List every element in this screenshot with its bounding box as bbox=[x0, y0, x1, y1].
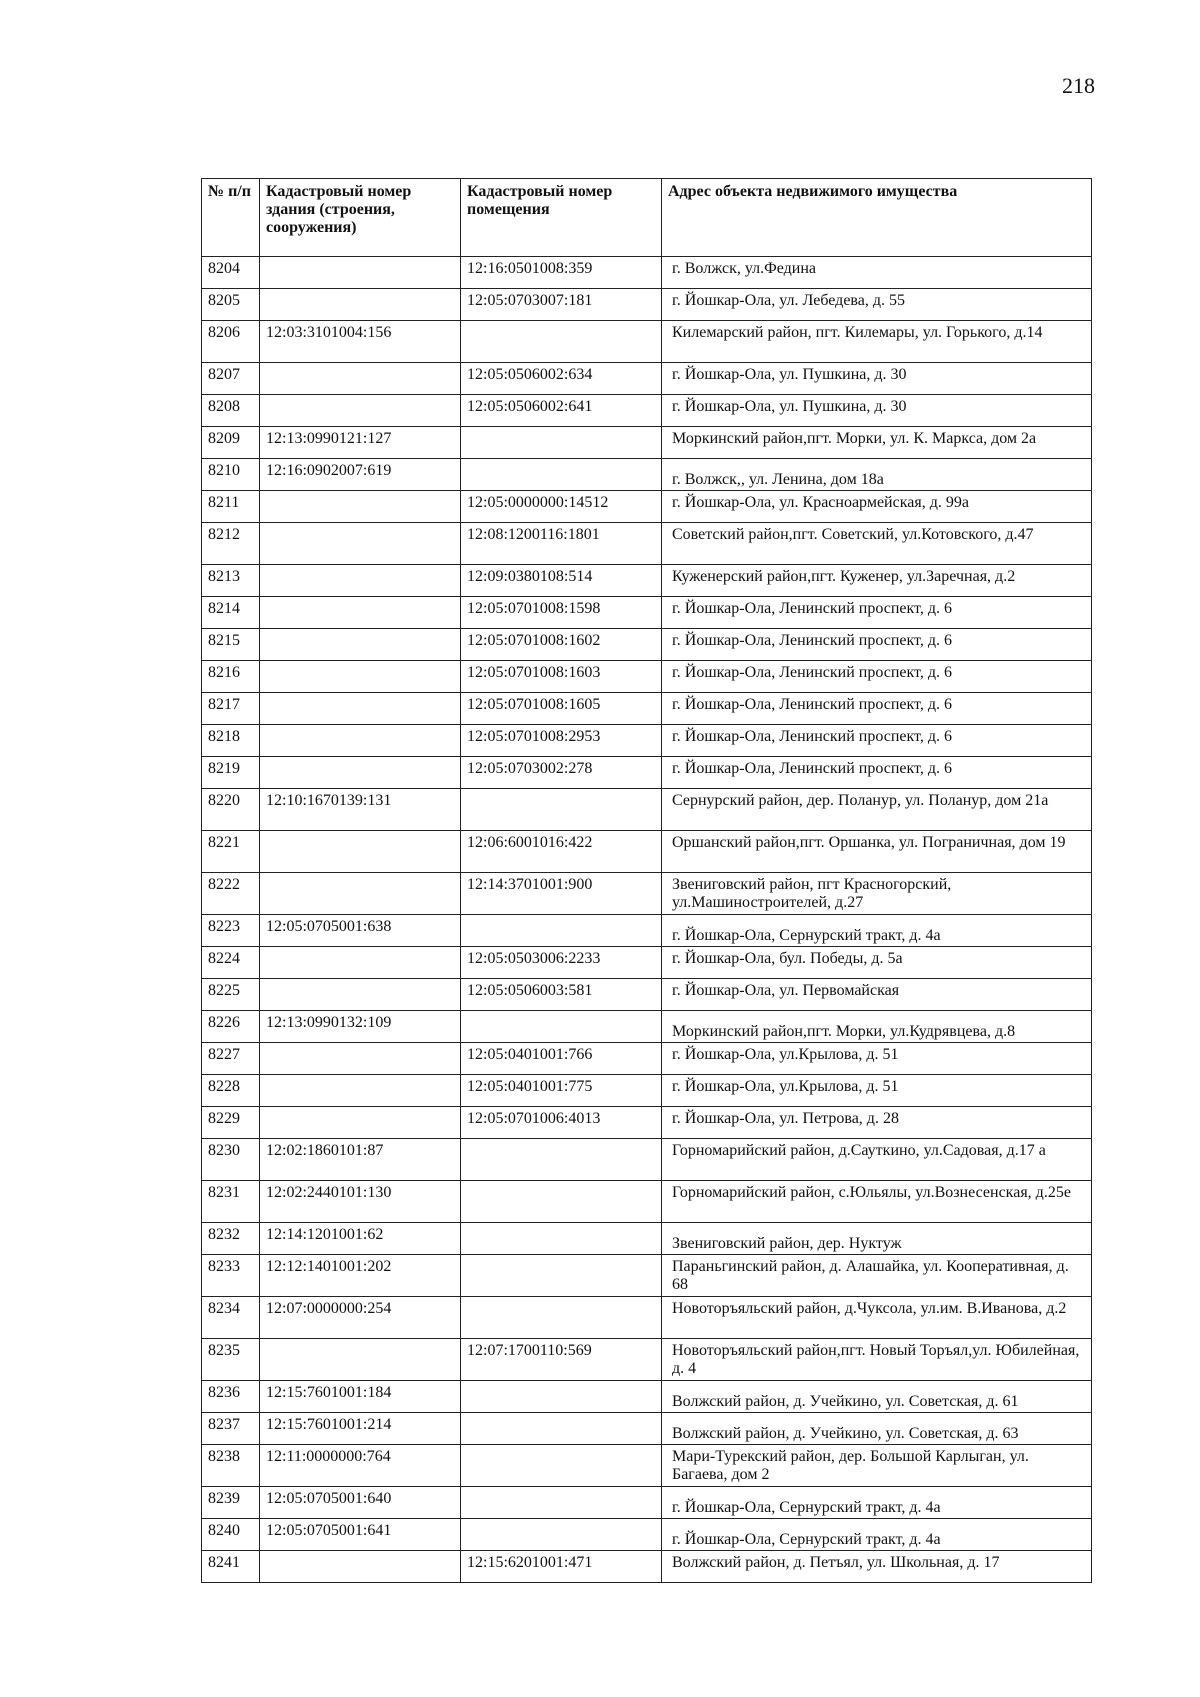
address-cell: Оршанский район,пгт. Оршанка, ул. Пограничная, дом 19 bbox=[662, 831, 1092, 873]
premises-cadastral-cell: 12:05:0506002:634 bbox=[461, 363, 662, 395]
address-cell: Мари-Турекский район, дер. Большой Карлыган, ул. Багаева, дом 2 bbox=[662, 1445, 1092, 1487]
row-num-cell: 8204 bbox=[202, 257, 260, 289]
table-row bbox=[202, 979, 1092, 1011]
premises-cadastral-cell bbox=[461, 427, 662, 459]
row-num-cell: 8236 bbox=[202, 1381, 260, 1413]
address-cell: Горномарийский район, д.Сауткино, ул.Садовая, д.17 а bbox=[662, 1139, 1092, 1181]
table-row bbox=[202, 757, 1092, 789]
table-row bbox=[202, 1011, 1092, 1043]
table-row bbox=[202, 661, 1092, 693]
table-row bbox=[202, 257, 1092, 289]
address-cell: г. Йошкар-Ола, Ленинский проспект, д. 6 bbox=[662, 757, 1092, 789]
row-num-cell: 8235 bbox=[202, 1339, 260, 1381]
row-num-cell: 8231 bbox=[202, 1181, 260, 1223]
table-row bbox=[202, 565, 1092, 597]
premises-cadastral-cell: 12:05:0401001:775 bbox=[461, 1075, 662, 1107]
address-cell: Советский район,пгт. Советский, ул.Котовского, д.47 bbox=[662, 523, 1092, 565]
row-num-cell: 8241 bbox=[202, 1551, 260, 1583]
row-num-cell: 8212 bbox=[202, 523, 260, 565]
address-cell: г. Йошкар-Ола, ул.Крылова, д. 51 bbox=[662, 1075, 1092, 1107]
premises-cadastral-cell bbox=[461, 459, 662, 491]
building-cadastral-cell bbox=[260, 1075, 461, 1107]
table-row bbox=[202, 597, 1092, 629]
row-num-cell: 8223 bbox=[202, 915, 260, 947]
building-cadastral-cell: 12:15:7601001:184 bbox=[260, 1381, 461, 1413]
building-cadastral-cell bbox=[260, 363, 461, 395]
building-cadastral-cell bbox=[260, 661, 461, 693]
premises-cadastral-cell: 12:05:0401001:766 bbox=[461, 1043, 662, 1075]
building-cadastral-cell bbox=[260, 523, 461, 565]
row-num-cell: 8205 bbox=[202, 289, 260, 321]
building-cadastral-cell: 12:16:0902007:619 bbox=[260, 459, 461, 491]
building-cadastral-cell: 12:15:7601001:214 bbox=[260, 1413, 461, 1445]
building-cadastral-cell bbox=[260, 1551, 461, 1583]
building-cadastral-cell: 12:03:3101004:156 bbox=[260, 321, 461, 363]
address-cell: Килемарский район, пгт. Килемары, ул. Горького, д.14 bbox=[662, 321, 1092, 363]
premises-cadastral-cell: 12:05:0701008:1603 bbox=[461, 661, 662, 693]
building-cadastral-cell bbox=[260, 565, 461, 597]
address-cell: Звениговский район, дер. Нуктуж bbox=[662, 1223, 1092, 1255]
address-cell: Новоторъяльский район,пгт. Новый Торъял,ул. Юбилейная, д. 4 bbox=[662, 1339, 1092, 1381]
address-cell: г. Йошкар-Ола, Сернурский тракт, д. 4а bbox=[662, 915, 1092, 947]
address-cell: г. Волжск, ул.Федина bbox=[662, 257, 1092, 289]
table-row bbox=[202, 915, 1092, 947]
table-row bbox=[202, 459, 1092, 491]
table-row bbox=[202, 395, 1092, 427]
row-num-cell: 8227 bbox=[202, 1043, 260, 1075]
building-cadastral-cell bbox=[260, 597, 461, 629]
building-cadastral-cell bbox=[260, 873, 461, 915]
table-row bbox=[202, 1255, 1092, 1297]
row-num-cell: 8210 bbox=[202, 459, 260, 491]
row-num-cell: 8239 bbox=[202, 1487, 260, 1519]
building-cadastral-cell bbox=[260, 491, 461, 523]
row-num-cell: 8226 bbox=[202, 1011, 260, 1043]
table-row bbox=[202, 629, 1092, 661]
premises-cadastral-cell bbox=[461, 1139, 662, 1181]
table-row bbox=[202, 1181, 1092, 1223]
row-num-cell: 8229 bbox=[202, 1107, 260, 1139]
building-cadastral-cell: 12:05:0705001:641 bbox=[260, 1519, 461, 1551]
table-row bbox=[202, 1413, 1092, 1445]
row-num-cell: 8240 bbox=[202, 1519, 260, 1551]
building-cadastral-cell: 12:10:1670139:131 bbox=[260, 789, 461, 831]
premises-cadastral-cell: 12:16:0501008:359 bbox=[461, 257, 662, 289]
premises-cadastral-cell: 12:05:0506002:641 bbox=[461, 395, 662, 427]
row-num-cell: 8225 bbox=[202, 979, 260, 1011]
premises-cadastral-cell bbox=[461, 1223, 662, 1255]
table-row bbox=[202, 1297, 1092, 1339]
address-cell: г. Йошкар-Ола, Сернурский тракт, д. 4а bbox=[662, 1519, 1092, 1551]
table-row bbox=[202, 1487, 1092, 1519]
table-row bbox=[202, 1381, 1092, 1413]
row-num-cell: 8237 bbox=[202, 1413, 260, 1445]
table-row bbox=[202, 1075, 1092, 1107]
row-num-cell: 8214 bbox=[202, 597, 260, 629]
premises-cadastral-cell bbox=[461, 1381, 662, 1413]
address-cell: Звениговский район, пгт Красногорский, ул.Машиностроителей, д.27 bbox=[662, 873, 1092, 915]
premises-cadastral-cell: 12:05:0701006:4013 bbox=[461, 1107, 662, 1139]
table-row bbox=[202, 1043, 1092, 1075]
premises-cadastral-cell bbox=[461, 1011, 662, 1043]
row-num-cell: 8215 bbox=[202, 629, 260, 661]
table-row bbox=[202, 831, 1092, 873]
address-cell: г. Йошкар-Ола, ул. Петрова, д. 28 bbox=[662, 1107, 1092, 1139]
building-cadastral-cell bbox=[260, 757, 461, 789]
table-body bbox=[202, 257, 1092, 1583]
building-cadastral-cell: 12:02:1860101:87 bbox=[260, 1139, 461, 1181]
building-cadastral-cell bbox=[260, 1339, 461, 1381]
address-cell: Куженерский район,пгт. Куженер, ул.Заречная, д.2 bbox=[662, 565, 1092, 597]
table-header bbox=[202, 179, 1092, 257]
address-cell: Сернурский район, дер. Поланур, ул. Поланур, дом 21а bbox=[662, 789, 1092, 831]
building-cadastral-cell: 12:02:2440101:130 bbox=[260, 1181, 461, 1223]
address-cell: Горномарийский район, с.Юльялы, ул.Вознесенская, д.25е bbox=[662, 1181, 1092, 1223]
row-num-cell: 8224 bbox=[202, 947, 260, 979]
address-cell: г. Йошкар-Ола, Ленинский проспект, д. 6 bbox=[662, 693, 1092, 725]
premises-cadastral-cell: 12:05:0506003:581 bbox=[461, 979, 662, 1011]
premises-cadastral-cell bbox=[461, 1519, 662, 1551]
building-cadastral-cell: 12:13:0990121:127 bbox=[260, 427, 461, 459]
address-cell: Волжский район, д. Учейкино, ул. Советская, д. 63 bbox=[662, 1413, 1092, 1445]
premises-cadastral-cell: 12:05:0503006:2233 bbox=[461, 947, 662, 979]
address-cell: г. Йошкар-Ола, Ленинский проспект, д. 6 bbox=[662, 661, 1092, 693]
address-cell: г. Йошкар-Ола, Ленинский проспект, д. 6 bbox=[662, 725, 1092, 757]
address-cell: Новоторъяльский район, д.Чуксола, ул.им. В.Иванова, д.2 bbox=[662, 1297, 1092, 1339]
address-cell: г. Йошкар-Ола, ул. Пушкина, д. 30 bbox=[662, 363, 1092, 395]
table-row bbox=[202, 789, 1092, 831]
building-cadastral-cell bbox=[260, 629, 461, 661]
table-row bbox=[202, 491, 1092, 523]
row-num-cell: 8208 bbox=[202, 395, 260, 427]
row-num-cell: 8221 bbox=[202, 831, 260, 873]
building-cadastral-cell: 12:05:0705001:640 bbox=[260, 1487, 461, 1519]
address-cell: Моркинский район,пгт. Морки, ул.Кудрявцева, д.8 bbox=[662, 1011, 1092, 1043]
premises-cadastral-cell: 12:05:0701008:1605 bbox=[461, 693, 662, 725]
row-num-cell: 8222 bbox=[202, 873, 260, 915]
building-cadastral-cell: 12:14:1201001:62 bbox=[260, 1223, 461, 1255]
table-row bbox=[202, 1139, 1092, 1181]
premises-cadastral-cell: 12:05:0701008:1602 bbox=[461, 629, 662, 661]
table-row bbox=[202, 725, 1092, 757]
premises-cadastral-cell: 12:05:0703007:181 bbox=[461, 289, 662, 321]
row-num-cell: 8232 bbox=[202, 1223, 260, 1255]
row-num-cell: 8238 bbox=[202, 1445, 260, 1487]
address-cell: Волжский район, д. Учейкино, ул. Советская, д. 61 bbox=[662, 1381, 1092, 1413]
table-row bbox=[202, 1339, 1092, 1381]
table-row bbox=[202, 523, 1092, 565]
row-num-cell: 8211 bbox=[202, 491, 260, 523]
premises-cadastral-cell bbox=[461, 1413, 662, 1445]
table-row bbox=[202, 1445, 1092, 1487]
premises-cadastral-cell bbox=[461, 1445, 662, 1487]
header-premises-cadastral: Кадастровый номер помещения bbox=[461, 179, 662, 257]
premises-cadastral-cell bbox=[461, 1297, 662, 1339]
address-cell: г. Йошкар-Ола, бул. Победы, д. 5а bbox=[662, 947, 1092, 979]
premises-cadastral-cell: 12:05:0703002:278 bbox=[461, 757, 662, 789]
premises-cadastral-cell bbox=[461, 789, 662, 831]
row-num-cell: 8213 bbox=[202, 565, 260, 597]
table-row bbox=[202, 427, 1092, 459]
row-num-cell: 8217 bbox=[202, 693, 260, 725]
address-cell: г. Волжск,, ул. Ленина, дом 18а bbox=[662, 459, 1092, 491]
premises-cadastral-cell bbox=[461, 915, 662, 947]
premises-cadastral-cell bbox=[461, 1181, 662, 1223]
building-cadastral-cell bbox=[260, 1107, 461, 1139]
table-row bbox=[202, 1551, 1092, 1583]
table-row bbox=[202, 1107, 1092, 1139]
building-cadastral-cell: 12:11:0000000:764 bbox=[260, 1445, 461, 1487]
address-cell: Параньгинский район, д. Алашайка, ул. Кооперативная, д. 68 bbox=[662, 1255, 1092, 1297]
address-cell: г. Йошкар-Ола, ул.Крылова, д. 51 bbox=[662, 1043, 1092, 1075]
premises-cadastral-cell: 12:05:0701008:1598 bbox=[461, 597, 662, 629]
table-row bbox=[202, 363, 1092, 395]
building-cadastral-cell bbox=[260, 725, 461, 757]
building-cadastral-cell bbox=[260, 395, 461, 427]
building-cadastral-cell bbox=[260, 289, 461, 321]
building-cadastral-cell bbox=[260, 947, 461, 979]
row-num-cell: 8220 bbox=[202, 789, 260, 831]
building-cadastral-cell: 12:13:0990132:109 bbox=[260, 1011, 461, 1043]
building-cadastral-cell: 12:07:0000000:254 bbox=[260, 1297, 461, 1339]
header-num: № п/п bbox=[202, 179, 260, 257]
address-cell: г. Йошкар-Ола, Сернурский тракт, д. 4а bbox=[662, 1487, 1092, 1519]
building-cadastral-cell bbox=[260, 831, 461, 873]
address-cell: г. Йошкар-Ола, ул. Красноармейская, д. 99а bbox=[662, 491, 1092, 523]
header-address: Адрес объекта недвижимого имущества bbox=[662, 179, 1092, 257]
page-number: 218 bbox=[1062, 73, 1095, 98]
row-num-cell: 8218 bbox=[202, 725, 260, 757]
premises-cadastral-cell: 12:15:6201001:471 bbox=[461, 1551, 662, 1583]
row-num-cell: 8207 bbox=[202, 363, 260, 395]
address-cell: г. Йошкар-Ола, Ленинский проспект, д. 6 bbox=[662, 597, 1092, 629]
address-cell: Волжский район, д. Петъял, ул. Школьная, д. 17 bbox=[662, 1551, 1092, 1583]
row-num-cell: 8228 bbox=[202, 1075, 260, 1107]
table-row bbox=[202, 1223, 1092, 1255]
address-cell: Моркинский район,пгт. Морки, ул. К. Маркса, дом 2а bbox=[662, 427, 1092, 459]
table-row bbox=[202, 947, 1092, 979]
table-row bbox=[202, 1519, 1092, 1551]
premises-cadastral-cell bbox=[461, 1255, 662, 1297]
row-num-cell: 8209 bbox=[202, 427, 260, 459]
row-num-cell: 8216 bbox=[202, 661, 260, 693]
premises-cadastral-cell: 12:07:1700110:569 bbox=[461, 1339, 662, 1381]
building-cadastral-cell bbox=[260, 1043, 461, 1075]
building-cadastral-cell bbox=[260, 257, 461, 289]
address-cell: г. Йошкар-Ола, Ленинский проспект, д. 6 bbox=[662, 629, 1092, 661]
header-building-cadastral: Кадастровый номер здания (строения, сооружения) bbox=[260, 179, 461, 257]
premises-cadastral-cell: 12:08:1200116:1801 bbox=[461, 523, 662, 565]
row-num-cell: 8206 bbox=[202, 321, 260, 363]
building-cadastral-cell: 12:05:0705001:638 bbox=[260, 915, 461, 947]
premises-cadastral-cell bbox=[461, 321, 662, 363]
building-cadastral-cell bbox=[260, 693, 461, 725]
table-row bbox=[202, 321, 1092, 363]
address-cell: г. Йошкар-Ола, ул. Лебедева, д. 55 bbox=[662, 289, 1092, 321]
table-row bbox=[202, 289, 1092, 321]
building-cadastral-cell: 12:12:1401001:202 bbox=[260, 1255, 461, 1297]
property-registry-table bbox=[201, 178, 1092, 1583]
row-num-cell: 8233 bbox=[202, 1255, 260, 1297]
premises-cadastral-cell: 12:14:3701001:900 bbox=[461, 873, 662, 915]
premises-cadastral-cell bbox=[461, 1487, 662, 1519]
premises-cadastral-cell: 12:06:6001016:422 bbox=[461, 831, 662, 873]
row-num-cell: 8219 bbox=[202, 757, 260, 789]
row-num-cell: 8230 bbox=[202, 1139, 260, 1181]
row-num-cell: 8234 bbox=[202, 1297, 260, 1339]
header-row bbox=[202, 179, 1092, 257]
address-cell: г. Йошкар-Ола, ул. Первомайская bbox=[662, 979, 1092, 1011]
address-cell: г. Йошкар-Ола, ул. Пушкина, д. 30 bbox=[662, 395, 1092, 427]
building-cadastral-cell bbox=[260, 979, 461, 1011]
premises-cadastral-cell: 12:05:0000000:14512 bbox=[461, 491, 662, 523]
premises-cadastral-cell: 12:05:0701008:2953 bbox=[461, 725, 662, 757]
table-row bbox=[202, 873, 1092, 915]
premises-cadastral-cell: 12:09:0380108:514 bbox=[461, 565, 662, 597]
table-row bbox=[202, 693, 1092, 725]
